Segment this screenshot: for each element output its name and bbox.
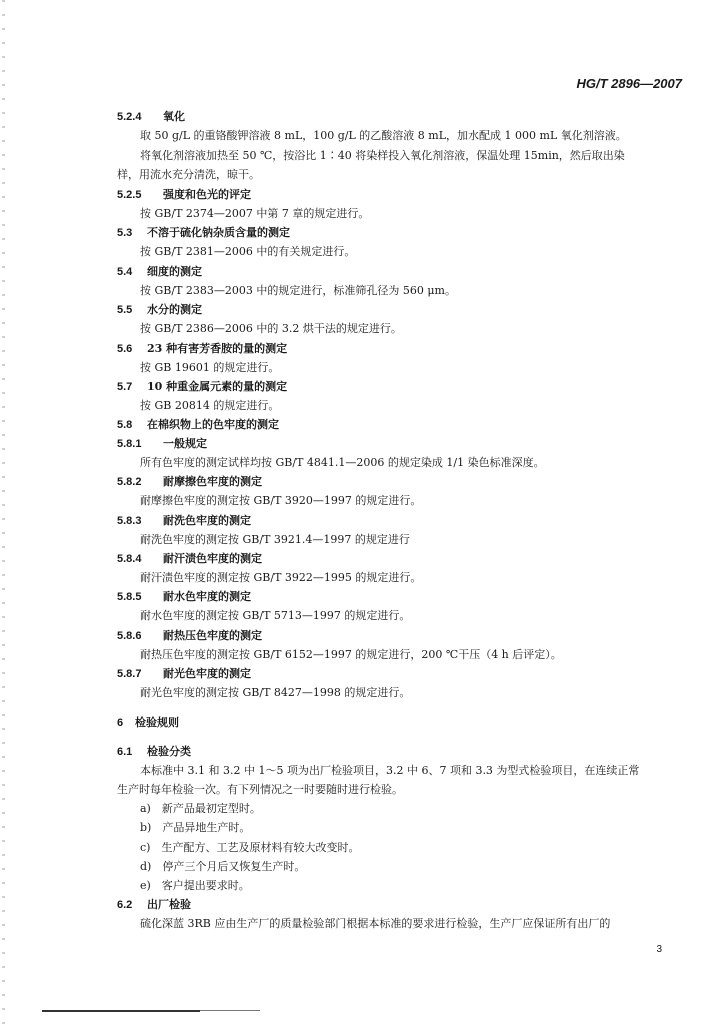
paragraph-line: 耐光色牢度的测定按 GB/T 8427—1998 的规定进行。 bbox=[140, 686, 411, 699]
list-item: a) 新产品最初定型时。 bbox=[140, 802, 261, 815]
paragraph-line: 硫化深蓝 3RB 应由生产厂的质量检验部门根据本标准的要求进行检验，生产厂应保证所有出厂的 bbox=[140, 917, 611, 930]
paragraph-line: 取 50 g/L 的重铬酸钾溶液 8 mL，100 g/L 的乙酸溶液 8 mL，加水配成 1 000 mL 氧化剂溶液。 bbox=[140, 129, 627, 142]
section-heading-5-8-3: 5.8.3 耐洗色牢度的测定 bbox=[117, 514, 251, 527]
section-heading-5-2-5: 5.2.5 强度和色光的评定 bbox=[117, 188, 251, 201]
section-heading-5-4: 5.4 细度的测定 bbox=[117, 265, 202, 278]
paragraph-line: 样，用流水充分清洗，晾干。 bbox=[117, 168, 260, 181]
paragraph-line: 按 GB 19601 的规定进行。 bbox=[140, 361, 280, 374]
section-heading-5-2-4: 5.2.4 氧化 bbox=[117, 110, 185, 123]
section-heading-6-1: 6.1 检验分类 bbox=[117, 745, 191, 758]
list-item: e) 客户提出要求时。 bbox=[140, 879, 250, 892]
paragraph-line: 本标准中 3.1 和 3.2 中 1～5 项为出厂检验项目，3.2 中 6、7 项和 3.3 为型式检验项目，在连续正常 bbox=[140, 764, 640, 777]
paragraph-line: 耐汗渍色牢度的测定按 GB/T 3922—1995 的规定进行。 bbox=[140, 571, 422, 584]
section-heading-5-6: 5.6 23 种有害芳香胺的量的测定 bbox=[117, 342, 288, 355]
paragraph-line: 将氧化剂溶液加热至 50 ℃，按浴比 1∶40 将染样投入氧化剂溶液，保温处理 15min，然后取出染 bbox=[140, 149, 625, 162]
paragraph-line: 耐摩擦色牢度的测定按 GB/T 3920—1997 的规定进行。 bbox=[140, 494, 422, 507]
section-heading-5-8-2: 5.8.2 耐摩擦色牢度的测定 bbox=[117, 475, 262, 488]
paragraph-line: 生产时每年检验一次。有下列情况之一时要随时进行检验。 bbox=[117, 783, 403, 796]
bottom-divider-tail bbox=[200, 1010, 260, 1011]
section-heading-5-8-1: 5.8.1 一般规定 bbox=[117, 437, 207, 450]
paragraph-line: 按 GB/T 2383—2003 中的规定进行，标准筛孔径为 560 μm。 bbox=[140, 284, 456, 297]
scan-margin-marks bbox=[2, 0, 5, 1024]
section-heading-5-8-7: 5.8.7 耐光色牢度的测定 bbox=[117, 667, 251, 680]
paragraph-line: 按 GB/T 2386—2006 中的 3.2 烘干法的规定进行。 bbox=[140, 322, 402, 335]
section-heading-5-8-6: 5.8.6 耐热压色牢度的测定 bbox=[117, 629, 262, 642]
standard-number: HG/T 2896—2007 bbox=[576, 76, 682, 91]
section-heading-5-8: 5.8 在棉织物上的色牢度的测定 bbox=[117, 418, 279, 431]
section-heading-6-2: 6.2 出厂检验 bbox=[117, 898, 191, 911]
section-heading-5-8-5: 5.8.5 耐水色牢度的测定 bbox=[117, 590, 251, 603]
list-item: c) 生产配方、工艺及原材料有较大改变时。 bbox=[140, 841, 360, 854]
paragraph-line: 耐热压色牢度的测定按 GB/T 6152—1997 的规定进行，200 ℃干压（4 h 后评定）。 bbox=[140, 648, 562, 661]
section-heading-5-7: 5.7 10 种重金属元素的量的测定 bbox=[117, 380, 288, 393]
list-item: b) 产品异地生产时。 bbox=[140, 821, 251, 834]
paragraph-line: 耐水色牢度的测定按 GB/T 5713—1997 的规定进行。 bbox=[140, 609, 411, 622]
section-heading-5-5: 5.5 水分的测定 bbox=[117, 303, 202, 316]
paragraph-line: 耐洗色牢度的测定按 GB/T 3921.4—1997 的规定进行 bbox=[140, 533, 410, 546]
chapter-heading-6: 6 检验规则 bbox=[117, 716, 179, 729]
page-number: 3 bbox=[656, 944, 662, 955]
bottom-divider bbox=[42, 1010, 200, 1012]
list-item: d) 停产三个月后又恢复生产时。 bbox=[140, 860, 306, 873]
paragraph-line: 所有色牢度的测定试样均按 GB/T 4841.1—2006 的规定染成 1/1 染色标准深度。 bbox=[140, 456, 545, 469]
paragraph-line: 按 GB/T 2374—2007 中第 7 章的规定进行。 bbox=[140, 207, 370, 220]
paragraph-line: 按 GB 20814 的规定进行。 bbox=[140, 399, 280, 412]
paragraph-line: 按 GB/T 2381—2006 中的有关规定进行。 bbox=[140, 245, 356, 258]
section-heading-5-8-4: 5.8.4 耐汗渍色牢度的测定 bbox=[117, 552, 262, 565]
section-heading-5-3: 5.3 不溶于硫化钠杂质含量的测定 bbox=[117, 226, 290, 239]
